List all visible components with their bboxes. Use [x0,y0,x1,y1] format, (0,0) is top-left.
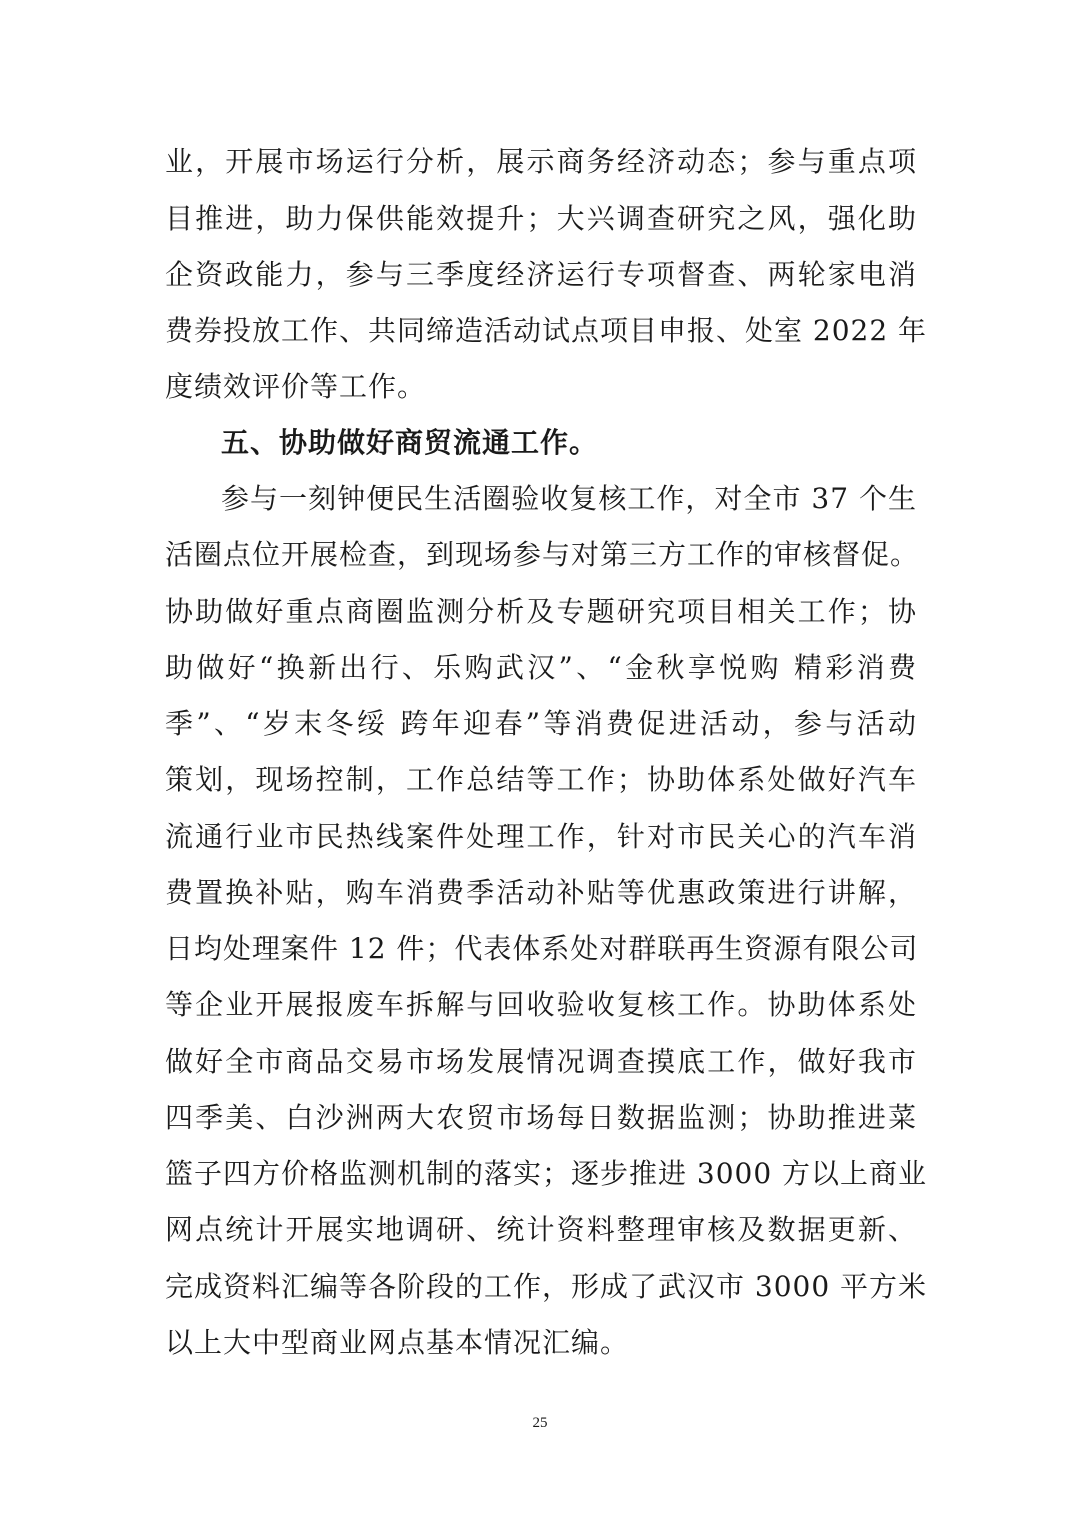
paragraph-2-line-15: 完成资料汇编等各阶段的工作，形成了武汉市 3000 平方米 [165,1270,928,1303]
paragraph-1-line-4: 费券投放工作、共同缔造活动试点项目申报、处室 2022 年 [165,314,928,347]
paragraph-2-line-7: 流通行业市民热线案件处理工作，针对市民关心的汽车消 [165,820,917,853]
paragraph-2-line-11: 做好全市商品交易市场发展情况调查摸底工作，做好我市 [165,1045,917,1078]
paragraph-1-line-2: 目推进，助力保供能效提升；大兴调查研究之风，强化助 [165,202,917,235]
paragraph-2-line-5: 季”、“岁末冬绥 跨年迎春”等消费促进活动，参与活动 [165,707,917,740]
paragraph-2-line-4: 助做好“换新出行、乐购武汉”、“金秋享悦购 精彩消费 [165,651,917,684]
paragraph-2-line-9: 日均处理案件 12 件；代表体系处对群联再生资源有限公司 [165,932,919,965]
paragraph-2-line-12: 四季美、白沙洲两大农贸市场每日数据监测；协助推进菜 [165,1101,917,1134]
paragraph-2-line-3: 协助做好重点商圈监测分析及专题研究项目相关工作；协 [165,595,917,628]
paragraph-2-line-16: 以上大中型商业网点基本情况汇编。 [165,1326,630,1359]
paragraph-2-line-8: 费置换补贴，购车消费季活动补贴等优惠政策进行讲解， [165,876,917,909]
paragraph-1-line-1: 业，开展市场运行分析，展示商务经济动态；参与重点项 [165,145,917,178]
paragraph-2-line-13: 篮子四方价格监测机制的落实；逐步推进 3000 方以上商业 [165,1157,928,1190]
section-heading: 五、协助做好商贸流通工作。 [221,426,599,459]
paragraph-2-line-2: 活圈点位开展检查，到现场参与对第三方工作的审核督促。 [165,538,920,571]
paragraph-1-line-3: 企资政能力，参与三季度经济运行专项督查、两轮家电消 [165,258,917,291]
paragraph-2-line-14: 网点统计开展实地调研、统计资料整理审核及数据更新、 [165,1213,917,1246]
paragraph-2-line-6: 策划，现场控制，工作总结等工作；协助体系处做好汽车 [165,763,917,796]
paragraph-1-line-5: 度绩效评价等工作。 [165,370,427,403]
page-number: 25 [532,1415,548,1431]
paragraph-2-line-10: 等企业开展报废车拆解与回收验收复核工作。协助体系处 [165,988,917,1021]
paragraph-2-line-1: 参与一刻钟便民生活圈验收复核工作，对全市 37 个生 [221,482,917,515]
